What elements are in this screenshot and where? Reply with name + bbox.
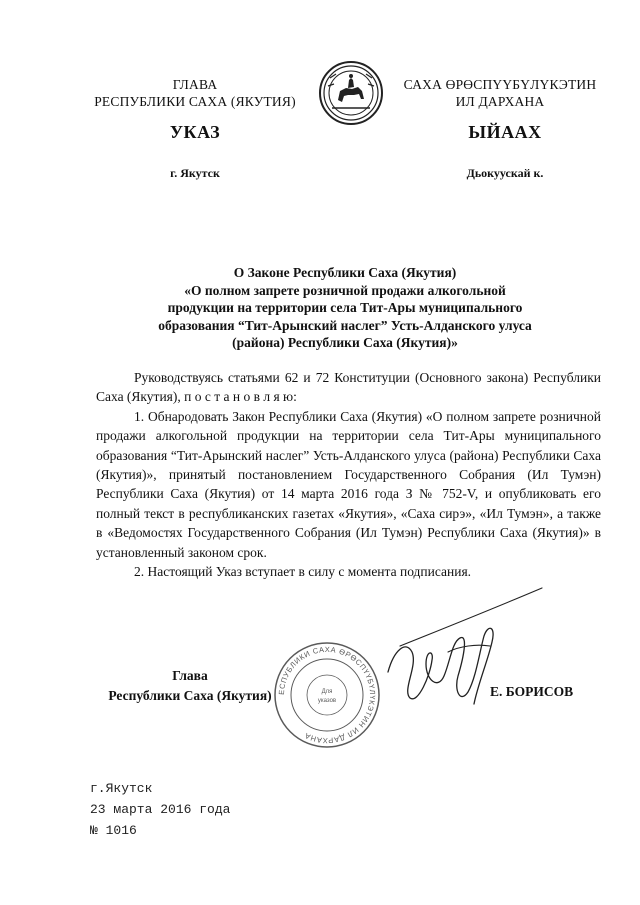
title-line: образования “Тит-Арынский наслег” Усть-Алданского улуса [158,317,532,333]
item-2-paragraph: 2. Настоящий Указ вступает в силу с момента подписания. [134,564,472,580]
title-line: продукции на территории села Тит-Ары муниципального [167,300,523,315]
footer-city: г.Якутск [90,781,153,796]
signatory-post-line1: Глава [172,668,208,683]
decree-label-ru: УКАЗ [169,122,221,142]
seal-center-line1: Для [321,689,333,695]
coat-of-arms-icon [318,58,384,128]
signatory-name: Е. БОРИСОВ [490,684,574,699]
signatory-post [90,666,290,706]
decree-body [96,368,601,581]
signatory-post-line2: Республики Саха (Якутия) [108,688,272,703]
seal-center-line2: указов [317,698,337,704]
decree-label-sakha: ЫЙААХ [468,122,542,142]
footer-date: 23 марта 2016 года [90,802,231,817]
header-right-line2: ИЛ ДАРХАНА [455,94,545,109]
header-left-line1: ГЛАВА [172,77,218,92]
header-right-line1: САХА ӨРӨСПҮҮБҮЛҮКЭТИН [403,77,597,92]
footer-number: № 1016 [90,823,137,838]
city-ru: г. Якутск [170,166,220,180]
title-line: «О полном запрете розничной продажи алкогольной [184,282,506,298]
seal-ring-text: ЕСПУБЛИКИ САХА ӨРӨСПҮҮБҮЛҮКЭТИН ИЛ ДАРХАНА [276,644,378,746]
registration-block [90,778,350,841]
preamble-paragraph: Руководствуясь статьями 62 и 72 Конституции (Основного закона) Республики Саха (Якутия), п о с т а н о в л я ю: [96,370,601,405]
city-sakha: Дьокуускай к. [466,166,544,180]
title-line: (района) Республики Саха (Якутия)» [232,335,458,350]
header-left-line2: РЕСПУБЛИКИ САХА (ЯКУТИЯ) [94,94,296,109]
item-1-paragraph: 1. Обнародовать Закон Республики Саха (Якутия) «О полном запрете розничной продажи алкогольной продукции на территории села Тит-Ары муниципального образования “Тит-Арынский наслег” Усть-Алданского улуса (района) Республики Саха (Якутия)», принятый постановлением Государственного Собрания (Ил Тумэн) Республики Саха (Якутия) от 14 марта 2016 года З № 752-V, и опубликовать его полный текст в республиканских газетах «Якутия», «Саха сирэ», «Ил Тумэн», а также в «Ведомостях Государственного Собрания (Ил Тумэн) Республики Саха (Якутия)» в установленный законом срок. [96,408,601,560]
header-right [390,76,610,110]
header-left [70,76,320,110]
handwritten-signature [360,580,550,730]
title-line: О Законе Республики Саха (Якутия) [233,265,457,280]
decree-title [100,264,590,352]
